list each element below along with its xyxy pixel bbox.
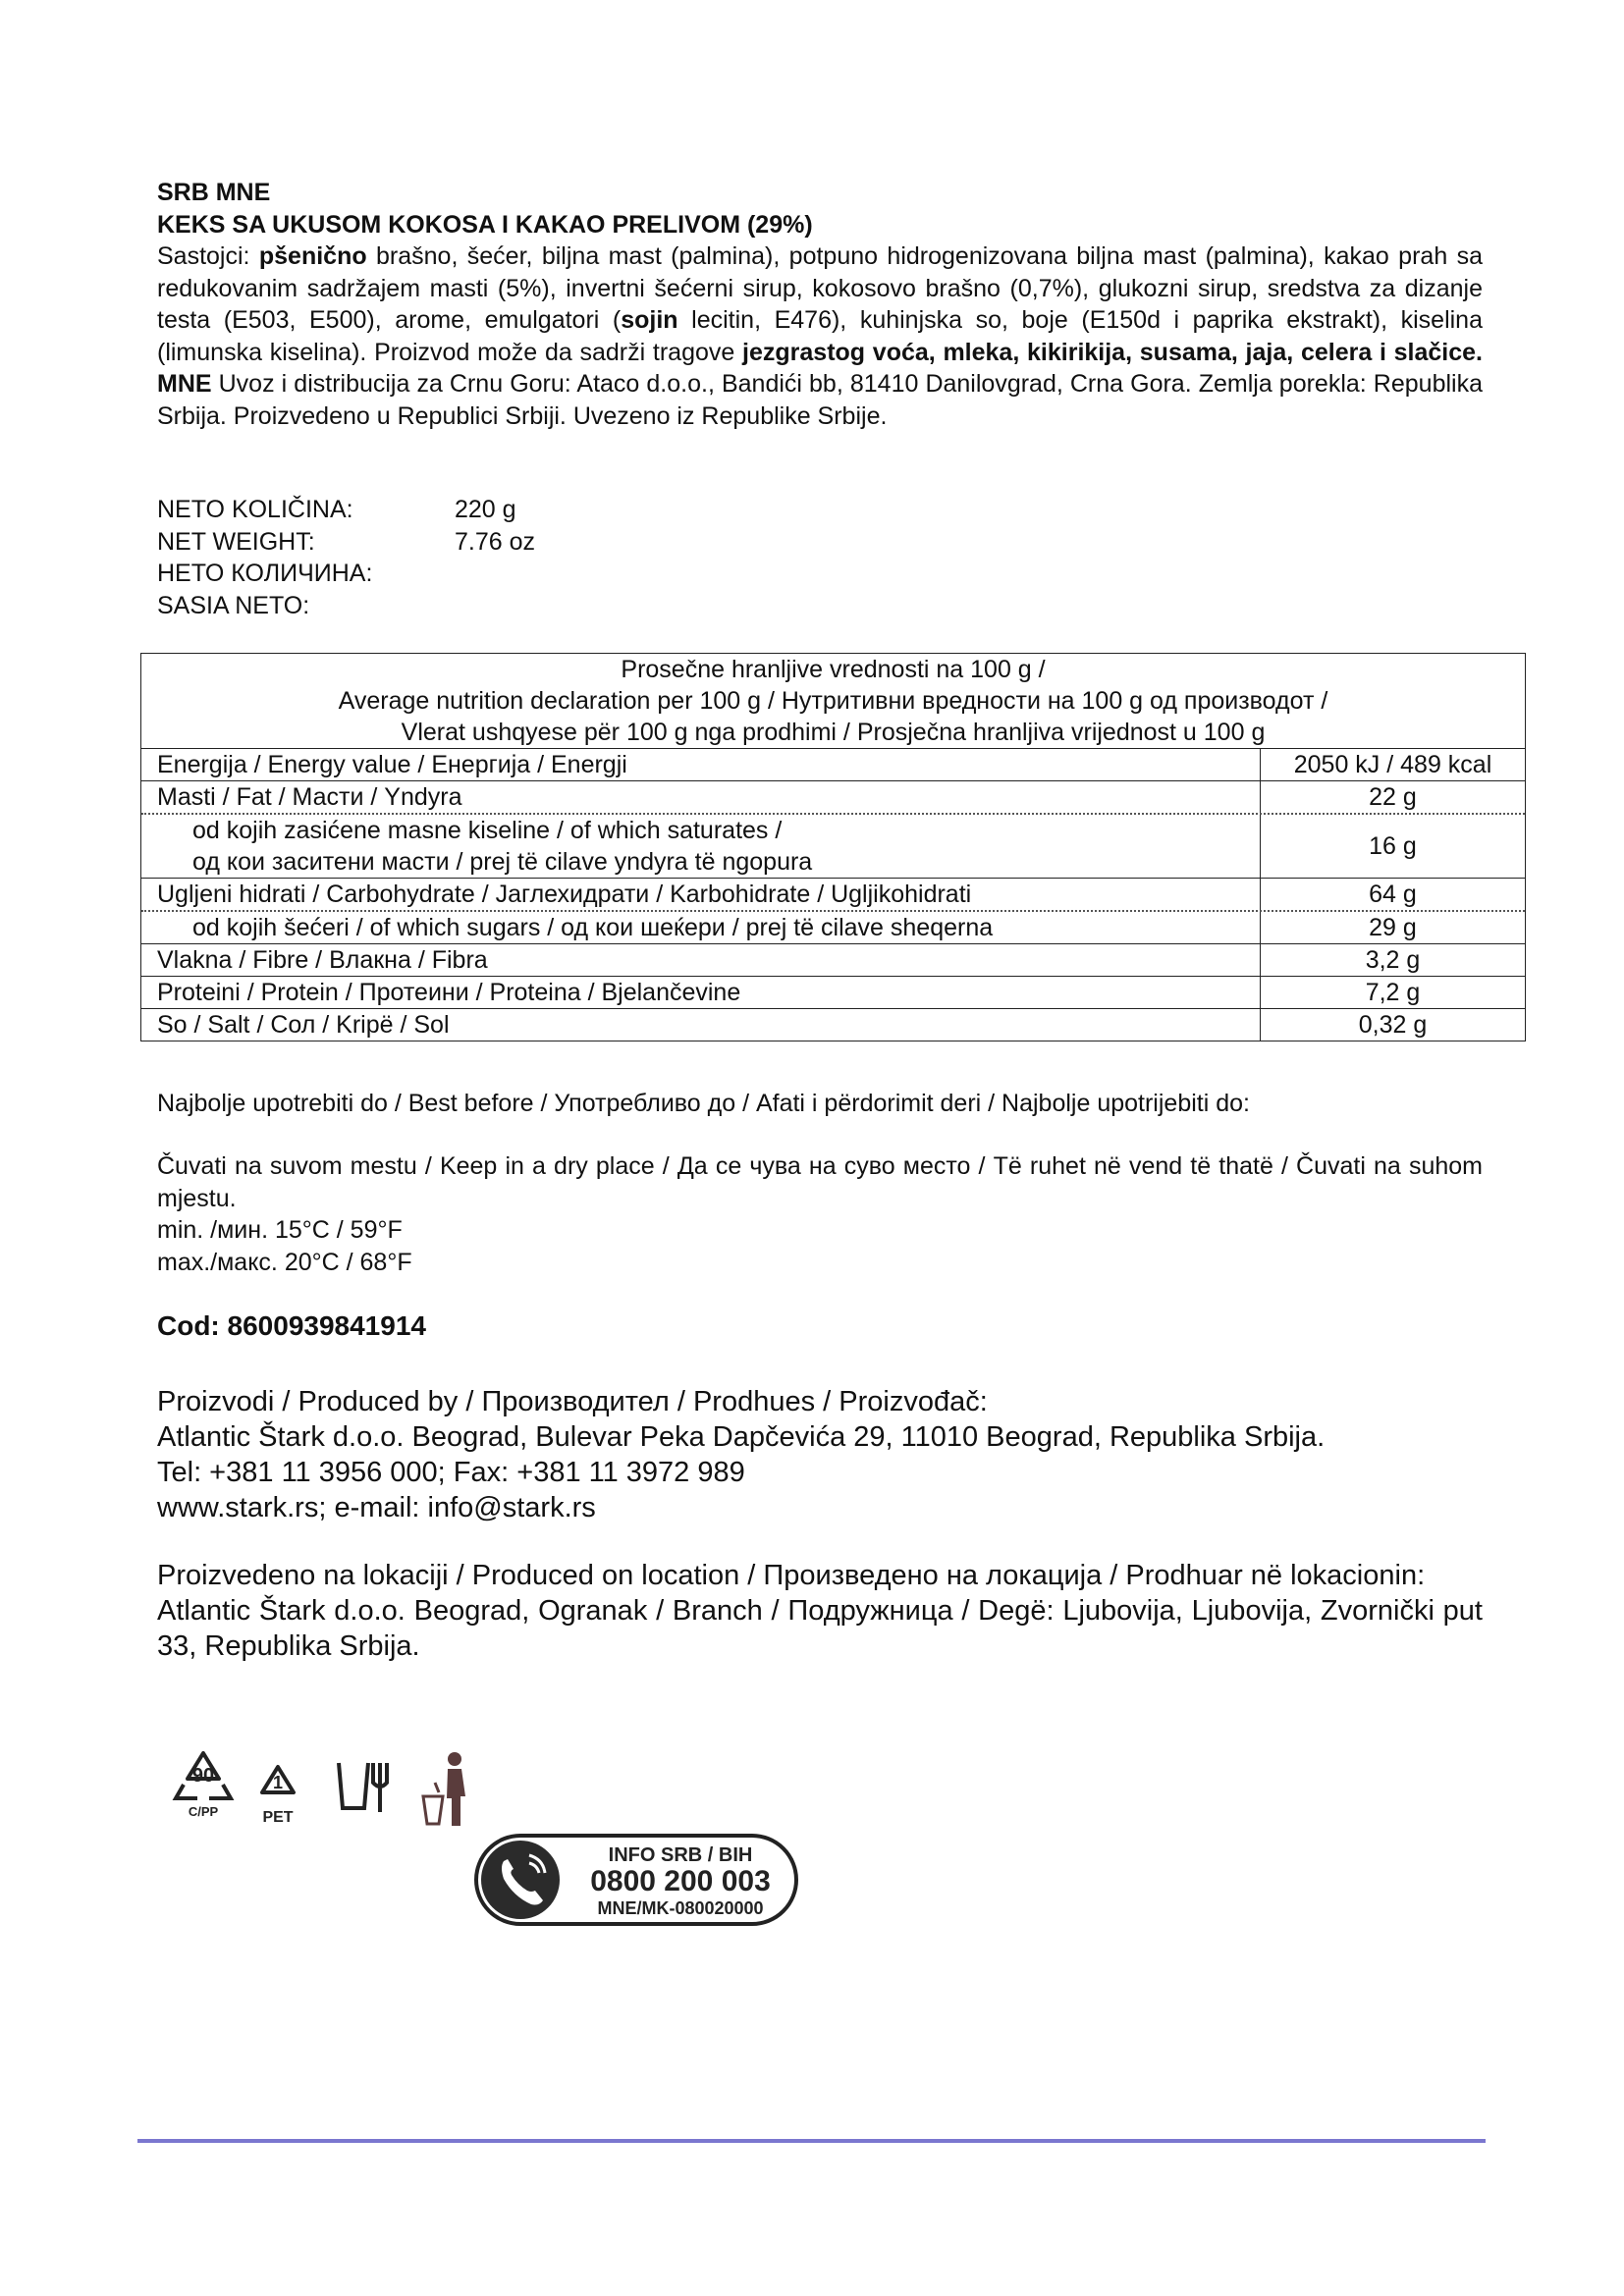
nutrition-row-protein xyxy=(141,977,1525,1009)
ingredients-part: brašno, šećer, biljna mast (palmina), potpuno hidrogenizovana biljna mast (palmina), kakao prah sa redukovanim sadržajem masti (5%), invertni šećerni sirup, kokosovo brašno (0,7%), glukozni sirup, sredstva za dizanje testa (E503, E500), arome, emulgatori ( xyxy=(157,242,1484,334)
pet-code: 1 xyxy=(272,1773,284,1792)
nutrient-label: Proteini / Protein / Протеини / Proteina / Bjelančevine xyxy=(141,977,1261,1008)
import-info: Uvoz i distribucija za Crnu Goru: Ataco d.o.o., Bandići bb, 81410 Danilovgrad, Crna Gora. Zemlja porekla: Republika Srbija. Proizvedeno u Republici Srbiji. Uvezeno iz Republike Srbije. xyxy=(157,370,1483,430)
header xyxy=(157,177,1483,432)
net-label: NET WEIGHT: xyxy=(157,527,315,556)
nutrition-header-line: Vlerat ushqyese për 100 g nga prodhimi / Prosječna hranljiva vrijednost u 100 g xyxy=(401,719,1266,746)
nutrient-value: 64 g xyxy=(1369,881,1417,908)
product-title: KEKS SA UKUSOM KOKOSA I KAKAO PRELIVOM (29%) xyxy=(157,210,813,239)
nutrition-header xyxy=(141,654,1525,749)
storage-text: Čuvati na suvom mestu / Keep in a dry place / Да се чува на суво место / Të ruhet në vend të thatë / Čuvati na suhom mjestu. xyxy=(157,1152,1483,1212)
pet-label: PET xyxy=(262,1809,294,1826)
nutrition-row-energy xyxy=(141,749,1525,781)
nutrient-label: Energija / Energy value / Енергија / Energji xyxy=(141,749,1261,780)
nutrient-label: Ugljeni hidrati / Carbohydrate / Јаглехидрати / Karbohidrate / Ugljikohidrati xyxy=(141,879,1261,910)
nutrient-label: Vlakna / Fibre / Влакна / Fibra xyxy=(141,944,1261,976)
nutrition-table xyxy=(140,653,1526,1041)
ingredients-text xyxy=(157,240,1483,432)
nutrition-header-line: Prosečne hranljive vrednosti na 100 g / xyxy=(621,656,1046,683)
net-label: NETO KOLIČINA: xyxy=(157,496,353,523)
ingredients-label: Sastojci: xyxy=(157,242,250,270)
net-value: 7.76 oz xyxy=(455,527,536,556)
info-line-badge xyxy=(474,1834,798,1926)
location-address: Atlantic Štark d.o.o. Beograd, Ogranak / Branch / Подружница / Degë: Ljubovija, Ljubovija, Zvornički put 33, Republika Srbija. xyxy=(157,1595,1483,1662)
producer-contact: Tel: +381 11 3956 000; Fax: +381 11 3972 989 xyxy=(157,1457,745,1488)
producer-web: www.stark.rs; e-mail: info@stark.rs xyxy=(157,1492,596,1523)
nutrient-value: 29 g xyxy=(1369,914,1417,941)
nutrient-value: 7,2 g xyxy=(1365,979,1421,1006)
packaging-symbols xyxy=(172,1749,486,1828)
nutrition-row-saturates xyxy=(141,815,1525,879)
product-code: Cod: 8600939841914 xyxy=(157,1310,426,1341)
nutrition-row-salt xyxy=(141,1009,1525,1041)
location-heading: Proizvedeno na lokaciji / Produced on location / Произведено на локација / Prodhuar në lokacionin: xyxy=(157,1560,1426,1591)
nutrition-row-fat xyxy=(141,781,1525,815)
countries: SRB MNE xyxy=(157,179,271,206)
recycle-pet-icon xyxy=(262,1767,294,1826)
producer-heading: Proizvodi / Produced by / Производител / Prodhues / Proizvođač: xyxy=(157,1386,988,1417)
info-title: INFO SRB / BIH xyxy=(608,1844,753,1866)
nutrient-label xyxy=(141,815,1261,878)
allergen-wheat: pšenično xyxy=(258,242,367,270)
nutrient-label: od kojih šećeri / of which sugars / од кои шеќери / prej të cilave sheqerna xyxy=(141,912,1261,943)
net-label: НЕТО КОЛИЧИНА: xyxy=(157,560,373,587)
nutrient-label-line: од кои заситени масти / prej të cilave yndyra të ngopura xyxy=(192,848,813,876)
net-row xyxy=(157,526,1483,559)
net-row xyxy=(157,590,1483,622)
nutrient-value: 16 g xyxy=(1369,832,1417,860)
nutrient-label-line: od kojih zasićene masne kiseline / of which saturates / xyxy=(192,817,783,844)
nutrition-row-fibre xyxy=(141,944,1525,977)
ingredients-part: lecitin, E476), kuhinjska so, boje (E150d i paprika ekstrakt), kiselina (limunska kiselina). Proizvod može da sadrži tragove xyxy=(157,306,1483,366)
storage-min: min. /мин. 15°C / 59°F xyxy=(157,1216,403,1244)
cpp-label: C/PP xyxy=(188,1804,219,1819)
net-row xyxy=(157,494,1483,526)
producer-address: Atlantic Štark d.o.o. Beograd, Bulevar Peka Dapčevića 29, 11010 Beograd, Republika Srbija. xyxy=(157,1421,1326,1453)
info-sub: MNE/MK-080020000 xyxy=(597,1898,764,1918)
nutrient-value: 0,32 g xyxy=(1358,1011,1428,1039)
bottom-rule xyxy=(137,2139,1486,2143)
allergen-soy: sojin xyxy=(621,306,678,334)
net-row xyxy=(157,558,1483,590)
nutrient-value: 2050 kJ / 489 kcal xyxy=(1293,751,1492,778)
storage-max: max./макс. 20°C / 68°F xyxy=(157,1248,412,1276)
nutrient-label: Masti / Fat / Масти / Yndyra xyxy=(141,781,1261,813)
nutrient-value: 22 g xyxy=(1369,783,1417,811)
allergen-traces: jezgrastog voća, mleka, kikirikija, susama, jaja, celera i slačice. MNE xyxy=(157,338,1483,398)
net-label: SASIA NETO: xyxy=(157,591,310,619)
cpp-code: 90 xyxy=(191,1765,215,1787)
production-location xyxy=(157,1558,1483,1664)
nutrition-row-sugars xyxy=(141,912,1525,944)
tidy-bin-icon xyxy=(423,1752,465,1826)
nutrition-row-carbohydrate xyxy=(141,879,1525,912)
best-before: Najbolje upotrebiti do / Best before / Употребливо до / Afati i përdorimit deri / Najbolje upotrijebiti do: xyxy=(157,1090,1250,1117)
info-phone: 0800 200 003 xyxy=(590,1865,771,1897)
net-value: 220 g xyxy=(455,496,516,523)
producer xyxy=(157,1384,1483,1525)
net-quantity xyxy=(157,494,1483,621)
food-contact-icon xyxy=(339,1763,387,1812)
nutrient-value: 3,2 g xyxy=(1365,946,1421,974)
nutrition-header-line: Average nutrition declaration per 100 g / Нутритивни вредности на 100 g од производот / xyxy=(338,687,1328,715)
recycle-cpp-icon xyxy=(176,1753,231,1819)
nutrient-label: So / Salt / Сол / Kripë / Sol xyxy=(141,1009,1261,1041)
storage xyxy=(157,1150,1483,1278)
